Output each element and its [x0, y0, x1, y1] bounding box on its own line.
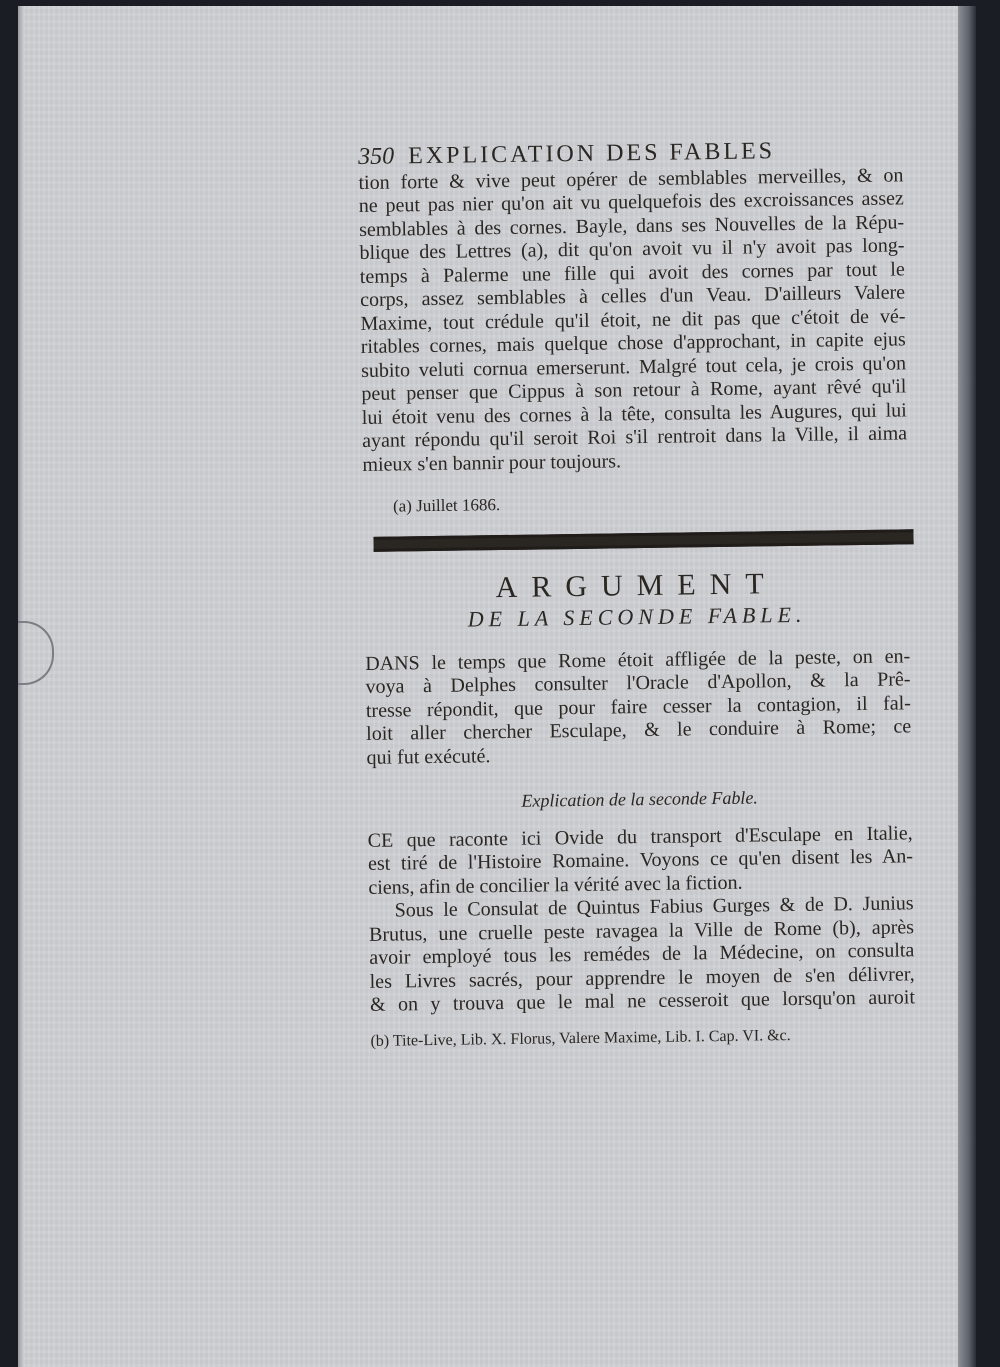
explication-title: Explication de la seconde Fable. [521, 787, 758, 811]
text-line: tion forte & vive peut opérer de semblables merveilles, & on [358, 163, 904, 194]
page-clip-mark [18, 621, 54, 685]
page-number: 350 [357, 143, 395, 170]
text-line: blique des Lettres (a), dit qu'on avoit vu il n'y avoit pas long- [359, 234, 905, 264]
text-line: DANS le temps que Rome étoit affligée de la peste, on en- [365, 644, 911, 675]
page-edge [958, 6, 976, 1367]
gutter-shadow [18, 6, 24, 1367]
text-line: ayant répondu qu'il seroit Roi s'il rentroit dans la Ville, il aima [361, 422, 908, 452]
argument-title: ARGUMENT [495, 566, 778, 604]
argument-subtitle: DE LA SECONDE FABLE. [467, 601, 807, 632]
text-line: corps, assez semblables à celles d'un Veau. D'ailleurs Valere [359, 281, 906, 311]
text-line: est tiré de l'Histoire Romaine. Voyons ce qu'en disent les An- [367, 845, 914, 875]
text-line: Maxime, tout crédule qu'il étoit, ne dit pas que c'étoit de vé- [360, 304, 906, 335]
argument-paragraph [365, 645, 912, 770]
text-line: lui étoit venu des cornes à la tête, consulta les Augures, qui lui [361, 398, 907, 429]
text-line: Brutus, une cruelle peste ravagea la Ville de Rome (b), après [368, 915, 915, 946]
text-line: les Livres sacrés, pour apprendre le moyen de s'en délivrer, [369, 962, 915, 993]
text-line: avoir employé tous les remédes de la Médecine, on consulta [369, 939, 915, 969]
footnote-b: (b) Tite-Live, Lib. X. Florus, Valere Maxime, Lib. I. Cap. VI. &c. [370, 1026, 791, 1050]
text-line: ciens, afin de concilier la vérité avec la fiction. [368, 871, 743, 899]
text-line: CE que raconte ici Ovide du transport d'Esculape en Italie, [367, 821, 913, 852]
paragraph-1 [358, 164, 907, 477]
text-line: tresse répondit, que pour faire cesser la contagion, il fal- [365, 691, 911, 722]
footnote-a: (a) Juillet 1686. [392, 495, 501, 516]
text-line: mieux s'en bannir pour toujours. [362, 449, 622, 476]
text-line: Sous le Consulat de Quintus Fabius Gurges & de D. Junius [394, 892, 914, 922]
text-line: voya à Delphes consulter l'Oracle d'Apollon, & la Prê- [365, 668, 911, 698]
text-line: qui fut exécuté. [366, 744, 491, 769]
text-line: & on y trouva que le mal ne cesseroit que lorsqu'on auroit [369, 986, 916, 1016]
running-title: EXPLICATION DES FABLES [407, 138, 776, 170]
text-line: subito veluti cornua emerserunt. Malgré tout cela, je crois qu'on [360, 351, 907, 382]
text-line: loit aller chercher Esculape, & le conduire à Rome; ce [366, 715, 912, 745]
text-line: temps à Palerme une fille qui avoit des cornes par tout le [359, 257, 905, 288]
text-line: ne peut pas nier qu'on ait vu quelquefois des excroissances assez [358, 187, 904, 217]
text-line: semblables à des cornes. Bayle, dans ses Nouvelles de la Répu- [359, 210, 905, 241]
page-text-block [358, 138, 916, 1053]
explication-paragraph [368, 822, 916, 1018]
text-line: peut penser que Cippus à son retour à Rome, ayant rêvé qu'il [361, 375, 907, 405]
section-rule [373, 529, 913, 552]
text-line: ritables cornes, mais quelque chose d'approchant, in capite ejus [360, 328, 906, 358]
book-page [18, 6, 976, 1367]
